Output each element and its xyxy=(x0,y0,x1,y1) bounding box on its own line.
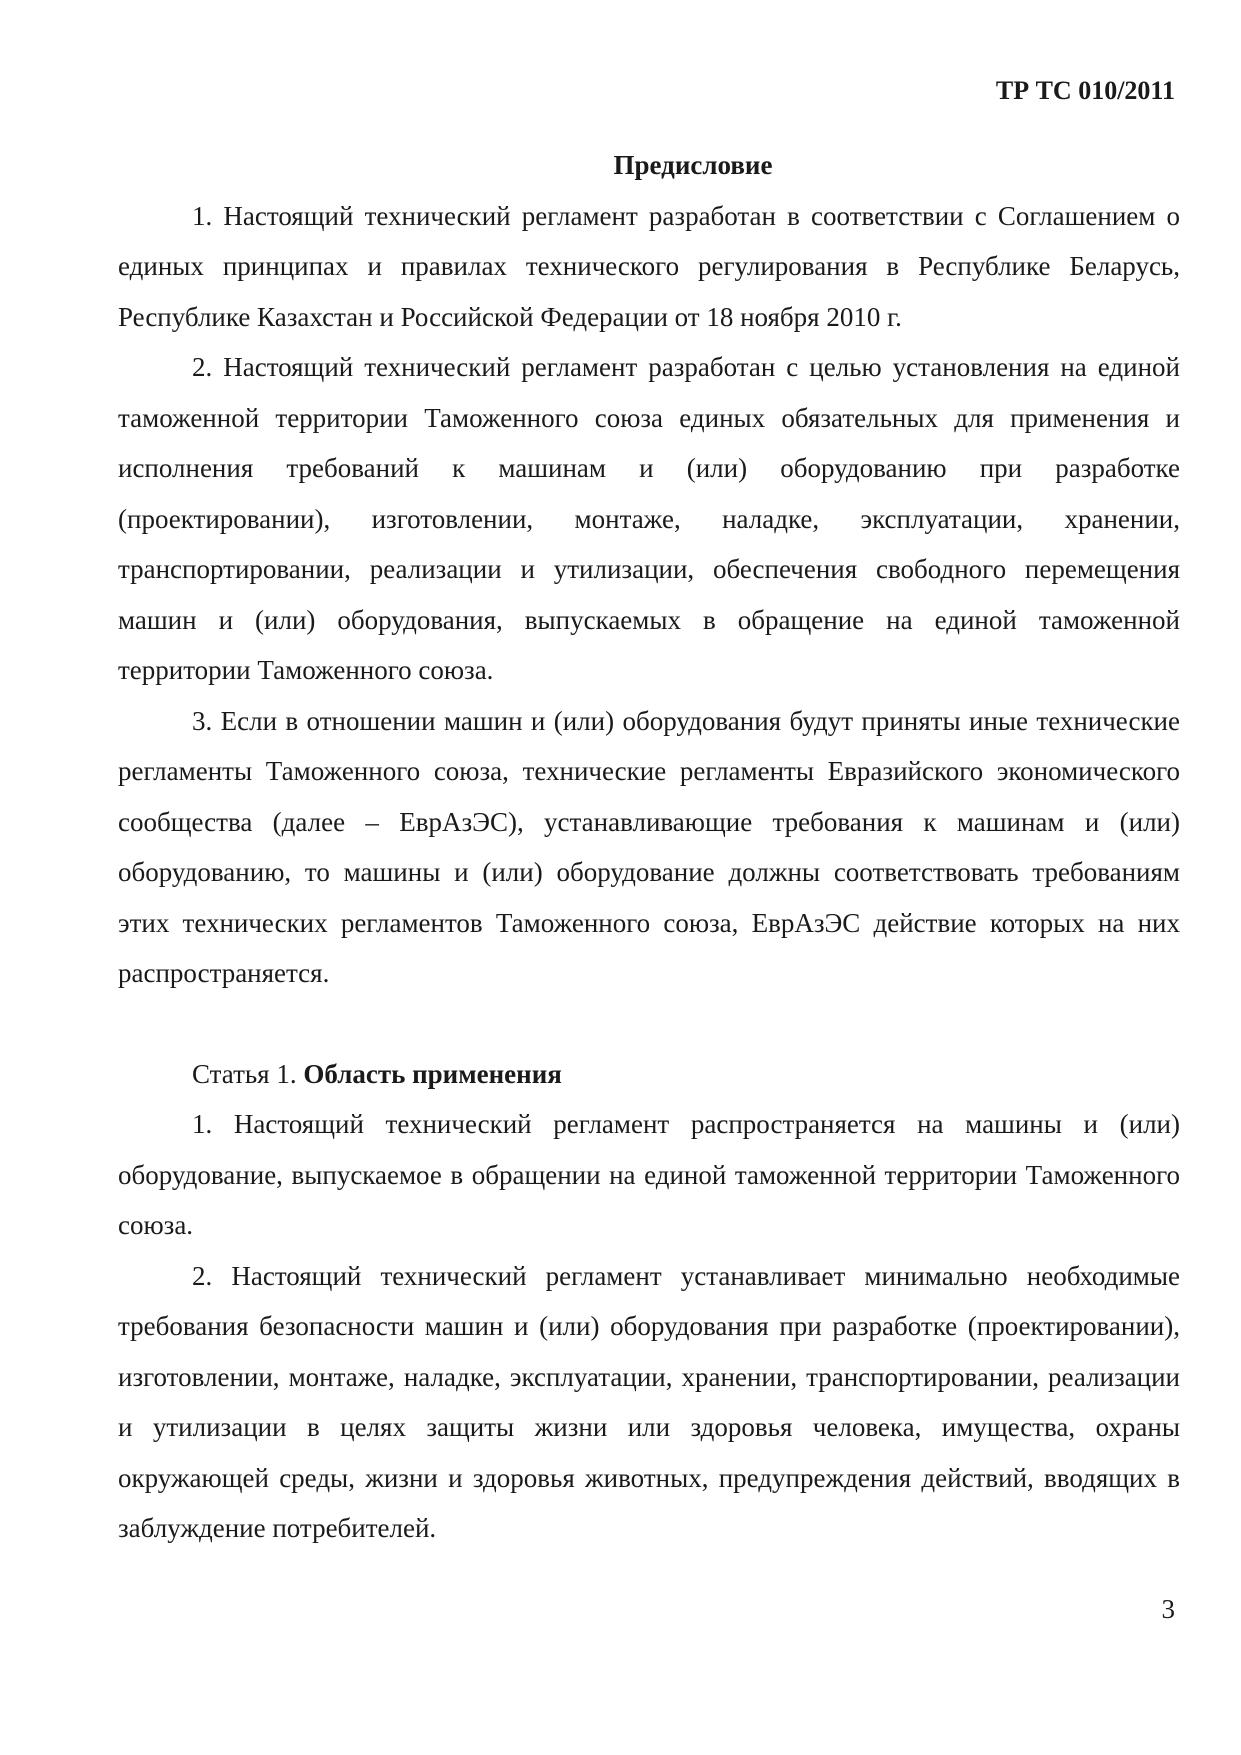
document-code: ТР ТС 010/2011 xyxy=(995,76,1175,105)
foreword-title: Предисловие xyxy=(613,150,773,180)
article-1-title: Область применения xyxy=(303,1058,562,1089)
article-1-paragraph-2: 2. Настоящий технический регламент устанавливает минимально необходимые требования безопасности машин и (или) оборудования при разработке (проектировании), изготовлении, монтаже, наладке, эксплуатации, хранении, транспортировании, реализации и утилизации в целях защиты жизни или здоровья человека, имущества, охраны окружающей среды, жизни и здоровья животных, предупреждения действий, вводящих в заблуждение потребителей. xyxy=(118,1260,1180,1543)
section-spacer xyxy=(118,999,1180,1049)
article-1-prefix: Статья 1. xyxy=(192,1058,304,1089)
foreword-paragraph-1: 1. Настоящий технический регламент разработан в соответствии с Соглашением о единых принципах и правилах технического регулирования в Республике Беларусь, Республике Казахстан и Российской Федерации от 18 ноября 2010 г. xyxy=(118,200,1180,332)
foreword-paragraph-3: 3. Если в отношении машин и (или) оборудования будут приняты иные технические регламенты Таможенного союза, технические регламенты Евразийского экономического сообщества (далее – ЕврАзЭС), устанавливающие требования к машинам и (или) оборудованию, то машины и (или) оборудование должны соответствовать требованиям этих технических регламентов Таможенного союза, ЕврАзЭС действие которых на них распространяется. xyxy=(118,705,1180,988)
article-1-paragraph-1: 1. Настоящий технический регламент распространяется на машины и (или) оборудование, выпускаемое в обращении на единой таможенной территории Таможенного союза. xyxy=(118,1109,1180,1240)
foreword-paragraph-2: 2. Настоящий технический регламент разработан с целью установления на единой таможенной территории Таможенного союза единых обязательных для применения и исполнения требований к машинам и (или) оборудованию при разработке (проектировании), изготовлении, монтаже, наладке, эксплуатации, хранении, транспортировании, реализации и утилизации, обеспечения свободного перемещения машин и (или) оборудования, выпускаемых в обращение на единой таможенной территории Таможенного союза. xyxy=(118,352,1180,685)
document-body xyxy=(118,140,1180,1554)
article-1-heading xyxy=(118,1049,1180,1100)
page-number: 3 xyxy=(1161,1594,1175,1624)
